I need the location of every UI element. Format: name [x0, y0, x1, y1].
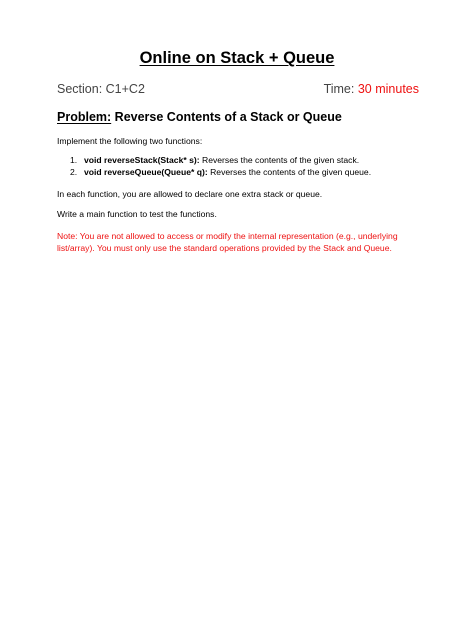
time-value: 30 minutes: [357, 82, 419, 96]
function-description: Reverses the contents of the given queue.: [210, 166, 372, 177]
function-number: 1.: [70, 155, 78, 165]
main-rule-text: Write a main function to test the functions.: [57, 209, 217, 219]
function-signature: void reverseStack(Stack* s):: [84, 155, 200, 165]
meta-row: [57, 82, 419, 96]
note-text: Note: You are not allowed to access or modify the internal representation (e.g., underlying list/array). You must only use the standard operations provided by the Stack and Queue.: [57, 231, 398, 253]
time-label: Time:: [323, 82, 355, 96]
problem-label: Problem:: [57, 110, 112, 124]
function-description: Reverses the contents of the given stack.: [202, 155, 360, 165]
document-title: Online on Stack + Queue: [139, 49, 335, 67]
function-item: [70, 167, 371, 179]
intro-text: Implement the following two functions:: [57, 136, 203, 146]
problem-title: Reverse Contents of a Stack or Queue: [114, 110, 342, 124]
function-number: 2.: [70, 166, 78, 177]
extra-rule-text: In each function, you are allowed to declare one extra stack or queue.: [57, 189, 323, 199]
function-list: [70, 155, 371, 178]
section-label: Section: C1+C2: [57, 82, 145, 96]
function-signature: void reverseQueue(Queue* q):: [84, 166, 208, 177]
time-info: [324, 82, 419, 96]
problem-heading: [57, 110, 342, 124]
function-item: [70, 155, 371, 167]
